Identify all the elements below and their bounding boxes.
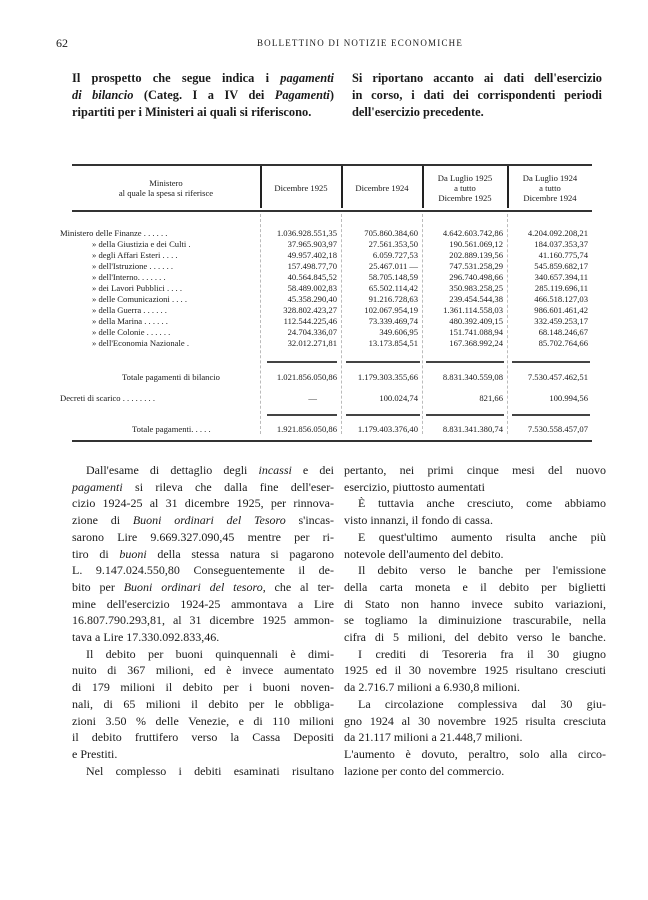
header-dic-1924: Dicembre 1924 [355,183,409,193]
text-segment: di bilancio [72,88,134,102]
text-segment: Buoni ordinari del Tesoro [132,513,286,528]
table-row [72,239,592,250]
body-left-column [72,462,334,779]
amount-cell: 25.467.011 — [368,261,418,271]
amount-cell: 102.067.954,19 [364,305,418,315]
text-line [72,763,334,780]
ministry-label: Ministero delle Finanze . . . . . . [60,228,168,238]
table-row [72,283,592,294]
row-label: Totale pagamenti. . . . . [132,424,211,434]
subtotal-rule [426,361,504,363]
amount-cell: 1.021.856.050,86 [276,372,337,382]
text-segment: gno 1924 al 30 novembre 1925 risulta cresciuta [344,713,606,728]
text-line [344,546,606,563]
amount-cell: 157.498.77,70 [287,261,337,271]
total-bilancio-row [72,372,592,383]
subtotal-rule [512,414,590,416]
ministry-label: » dell'Istruzione . . . . . . [92,261,174,271]
text-segment: nali, di 65 milioni il debito per le obbliga- [72,696,334,711]
text-segment: Il debito per buoni quinquennali è dimi- [86,646,334,661]
subtotal-rule [267,414,337,416]
text-line [72,529,334,546]
intro-left-paragraph [72,70,334,121]
text-line [72,713,334,730]
text-segment: nuito di 367 milioni, ed è invece aumentato [72,663,334,678]
text-segment: il debito fruttifero verso la Cassa Depositi [72,730,334,745]
text-segment: bito per [72,579,124,594]
text-segment: esercizio, piuttosto aumentati [344,479,485,494]
text-line [352,70,602,87]
table-row [72,338,592,349]
text-line [344,679,606,696]
amount-cell: 545.859.682,17 [534,261,588,271]
ministry-label: » delle Colonie . . . . . . [92,327,171,337]
text-segment: Il prospetto che segue indica i [72,71,281,85]
text-segment: da 2.716.7 milioni a 6.930,8 milioni. [344,680,520,695]
text-segment: Si riportano accanto ai dati dell'esercizio [352,71,602,85]
text-segment: visto innanzi, il fondo di cassa. [344,513,493,528]
text-segment: I crediti di Tesoreria fra il 30 giugno [358,646,606,661]
text-segment: tava a Lire 17.330.092.833,46. [72,630,220,645]
amount-cell: 45.358.290,40 [287,294,337,304]
text-segment: tiro di [72,546,120,561]
amount-cell: 821,66 [479,393,503,403]
subtotal-rule [346,361,420,363]
amount-cell: 4.642.603.742,86 [442,228,503,238]
body-right-column [344,462,606,779]
text-segment: in corso, i dati dei corrispondenti periodi [352,88,602,102]
text-line [344,612,606,629]
amount-cell: 32.012.271,81 [287,338,337,348]
amount-cell: 91.216.728,63 [368,294,418,304]
amount-cell: 190.561.069,12 [449,239,503,249]
text-line [344,529,606,546]
text-segment: 1925 ed il 30 novembre 1925 risultano cresciuti [344,663,606,678]
text-line [344,579,606,596]
text-segment: pagamenti [72,479,123,494]
text-segment: ) [329,88,334,102]
amount-cell: 986.601.461,42 [534,305,588,315]
ministry-label: » della Guerra . . . . . . [92,305,167,315]
text-segment: Buoni ordinari del tesoro [123,579,263,594]
text-segment: e Prestiti. [72,746,118,761]
text-line [72,462,334,479]
text-segment: , che al ter- [262,579,334,594]
text-line [72,479,334,496]
amount-cell: 7.530.558.457,07 [527,424,588,434]
amount-cell: 1.361.114.558,03 [443,305,503,315]
ministry-label: » dell'Economia Nazionale . [92,338,189,348]
header-ministero: Ministero al quale la spesa si riferisce [118,178,214,198]
text-segment: buoni [119,546,147,561]
table-row [60,228,592,239]
text-segment: incassi [258,463,292,477]
text-line [344,479,606,496]
amount-cell: 40.564.845,52 [287,272,337,282]
amount-cell: 239.454.544,38 [449,294,503,304]
text-segment: mine dell'esercizio 1924-25 ammontava a Lire [72,596,334,611]
amount-cell: 6.059.727,53 [372,250,418,260]
ministry-label: » delle Comunicazioni . . . . [92,294,187,304]
text-segment: sarono Lire 9.669.327.090,45 mentre per ri- [72,529,334,544]
header-lug-dic-1924: Da Luglio 1924 a tutto Dicembre 1924 [522,173,578,203]
subtotal-rule [267,361,337,363]
table-row [72,316,592,327]
text-line [344,729,606,746]
table-row [72,250,592,261]
text-segment: della stessa natura si pagarono [146,546,334,561]
text-segment: L'aumento è dovuto, peraltro, solo alla circo- [344,746,606,761]
text-line [72,579,334,596]
text-line [72,679,334,696]
amount-cell: 58.489.002,83 [287,283,337,293]
text-line [344,495,606,512]
intro-right-paragraph [352,70,602,121]
text-segment: zioni 3.50 % delle Venezie, e di 110 milioni [72,713,334,728]
amount-cell: 13.173.854,51 [368,338,418,348]
text-segment: È tuttavia anche cresciuto, come abbiamo [358,496,606,511]
text-segment: della carta moneta e il debito per biglietti [344,579,606,594]
text-segment: lazione per conto del commercio. [344,763,505,778]
amount-cell: 747.531.258,29 [449,261,503,271]
text-segment: cizio 1924-25 al 31 dicembre 1925, per rinnova- [72,496,334,511]
text-segment: si rileva che dalla fine dell'eser- [122,479,334,494]
decreti-row [60,393,592,404]
header-lug-dic-1925: Da Luglio 1925 a tutto Dicembre 1925 [437,173,493,203]
text-line [344,562,606,579]
text-line [344,713,606,730]
amount-cell: 1.179.303.355,66 [357,372,418,382]
table-row [72,327,592,338]
text-segment: pagamenti [280,71,334,85]
amount-cell: 65.502.114,42 [368,283,418,293]
text-line [352,104,602,121]
text-segment: ripartiti per i Ministeri ai quali si riferiscono. [72,105,312,119]
text-segment: s'incas- [285,513,334,528]
row-label: Decreti di scarico . . . . . . . . [60,393,155,403]
text-line [344,512,606,529]
amount-cell: 58.705.148,59 [368,272,418,282]
text-segment: da 21.117 milioni a 21.448,7 milioni. [344,730,523,745]
amount-cell: 340.657.394,11 [534,272,588,282]
text-segment: La circolazione complessiva dal 30 giu- [358,696,606,711]
total-row [72,424,592,435]
text-segment: Pagamenti [274,88,330,102]
amount-cell: 1.921.856.050,86 [276,424,337,434]
amount-cell: 296.740.498,66 [449,272,503,282]
amount-cell: 37.965.903,97 [287,239,337,249]
ministry-label: » degli Affari Esteri . . . . [92,250,178,260]
text-line [352,87,602,104]
amount-cell: 100.994,56 [549,393,588,403]
table-top-rule [72,164,592,166]
text-line [72,87,334,104]
text-segment: di 179 milioni il debito per i buoni noven- [72,680,334,695]
amount-cell: 202.889.139,56 [449,250,503,260]
text-line [72,495,334,512]
row-label: Totale pagamenti di bilancio [122,372,220,382]
amount-cell: 328.802.423,27 [283,305,337,315]
subtotal-rule [346,414,420,416]
text-line [72,629,334,646]
amount-cell: 1.036.928.551,35 [276,228,337,238]
subtotal-rule [512,361,590,363]
amount-cell: 68.148.246,67 [538,327,588,337]
amount-cell: 349.606,95 [379,327,418,337]
amount-cell: — [308,393,317,403]
text-segment: 16.807.790.293,81, al 31 dicembre 1925 ammon- [72,613,334,628]
amount-cell: 112.544.225,46 [283,316,337,326]
text-line [344,763,606,780]
amount-cell: 350.983.258,25 [449,283,503,293]
text-line [344,629,606,646]
amount-cell: 4.204.092.208,21 [527,228,588,238]
text-line [72,612,334,629]
table-bottom-rule [72,440,592,442]
text-line [72,70,334,87]
text-segment: di Stato non hanno invece subito variazioni, [344,596,606,611]
page-number: 62 [56,36,68,50]
text-segment: L. 9.147.024.550,80 Conseguentemente il de- [72,563,334,578]
ministry-label: » dei Lavori Pubblici . . . . [92,283,182,293]
header-dic-1925: Dicembre 1925 [274,183,328,193]
amount-cell: 8.831.340.559,08 [442,372,503,382]
amount-cell: 184.037.353,37 [534,239,588,249]
amount-cell: 8.831.341.380,74 [442,424,503,434]
text-segment: Nel complesso i debiti esaminati risultano [86,763,334,778]
amount-cell: 332.459.253,17 [534,316,588,326]
text-segment: e dei [291,463,334,477]
text-line [344,662,606,679]
text-segment: (Categ. I a IV dei [133,88,275,102]
text-segment: Dall'esame di dettaglio degli [86,463,259,477]
table-row [72,272,592,283]
text-line [72,729,334,746]
table-row [72,294,592,305]
ministry-label: » dell'Interno. . . . . . . [92,272,166,282]
text-line [72,696,334,713]
amount-cell: 73.339.469,74 [368,316,418,326]
running-title: BOLLETTINO DI NOTIZIE ECONOMICHE [256,38,464,48]
text-line [72,562,334,579]
header-rule [72,210,592,212]
text-line [72,746,334,763]
amount-cell: 480.392.409,15 [449,316,503,326]
table-row [72,305,592,316]
text-line [344,462,606,479]
text-line [344,596,606,613]
text-line [72,546,334,563]
text-line [72,104,334,121]
text-segment: se togliamo la diminuizione trascurabile, nella [344,613,606,628]
amount-cell: 705.860.384,60 [364,228,418,238]
amount-cell: 1.179.403.376,40 [357,424,418,434]
table-row [72,261,592,272]
amount-cell: 167.368.992,24 [449,338,503,348]
text-line [72,646,334,663]
text-line [72,512,334,529]
text-segment: E quest'ultimo aumento risulta anche più [358,529,606,544]
ministry-label: » della Marina . . . . . . [92,316,168,326]
amount-cell: 285.119.696,11 [534,283,588,293]
text-segment: pertanto, nei primi cinque mesi del nuovo [344,463,606,477]
text-segment: dell'esercizio precedente. [352,105,484,119]
ministry-label: » della Giustizia e dei Culti . [92,239,191,249]
text-line [72,662,334,679]
text-line [344,746,606,763]
amount-cell: 27.561.353,50 [368,239,418,249]
amount-cell: 7.530.457.462,51 [527,372,588,382]
text-segment: zione di [72,513,133,528]
amount-cell: 466.518.127,03 [534,294,588,304]
text-line [344,646,606,663]
text-line [72,596,334,613]
amount-cell: 41.160.775,74 [538,250,588,260]
text-segment: cifra di 5 milioni, del debito verso le banche. [344,630,606,645]
text-segment: Il debito verso le banche per l'emissione [358,563,606,578]
text-segment: notevole dell'aumento del debito. [344,546,504,561]
subtotal-rule [426,414,504,416]
amount-cell: 151.741.088,94 [449,327,503,337]
amount-cell: 49.957.402,18 [287,250,337,260]
amount-cell: 24.704.336,07 [287,327,337,337]
amount-cell: 100.024,74 [379,393,418,403]
text-line [344,696,606,713]
amount-cell: 85.702.764,66 [538,338,588,348]
